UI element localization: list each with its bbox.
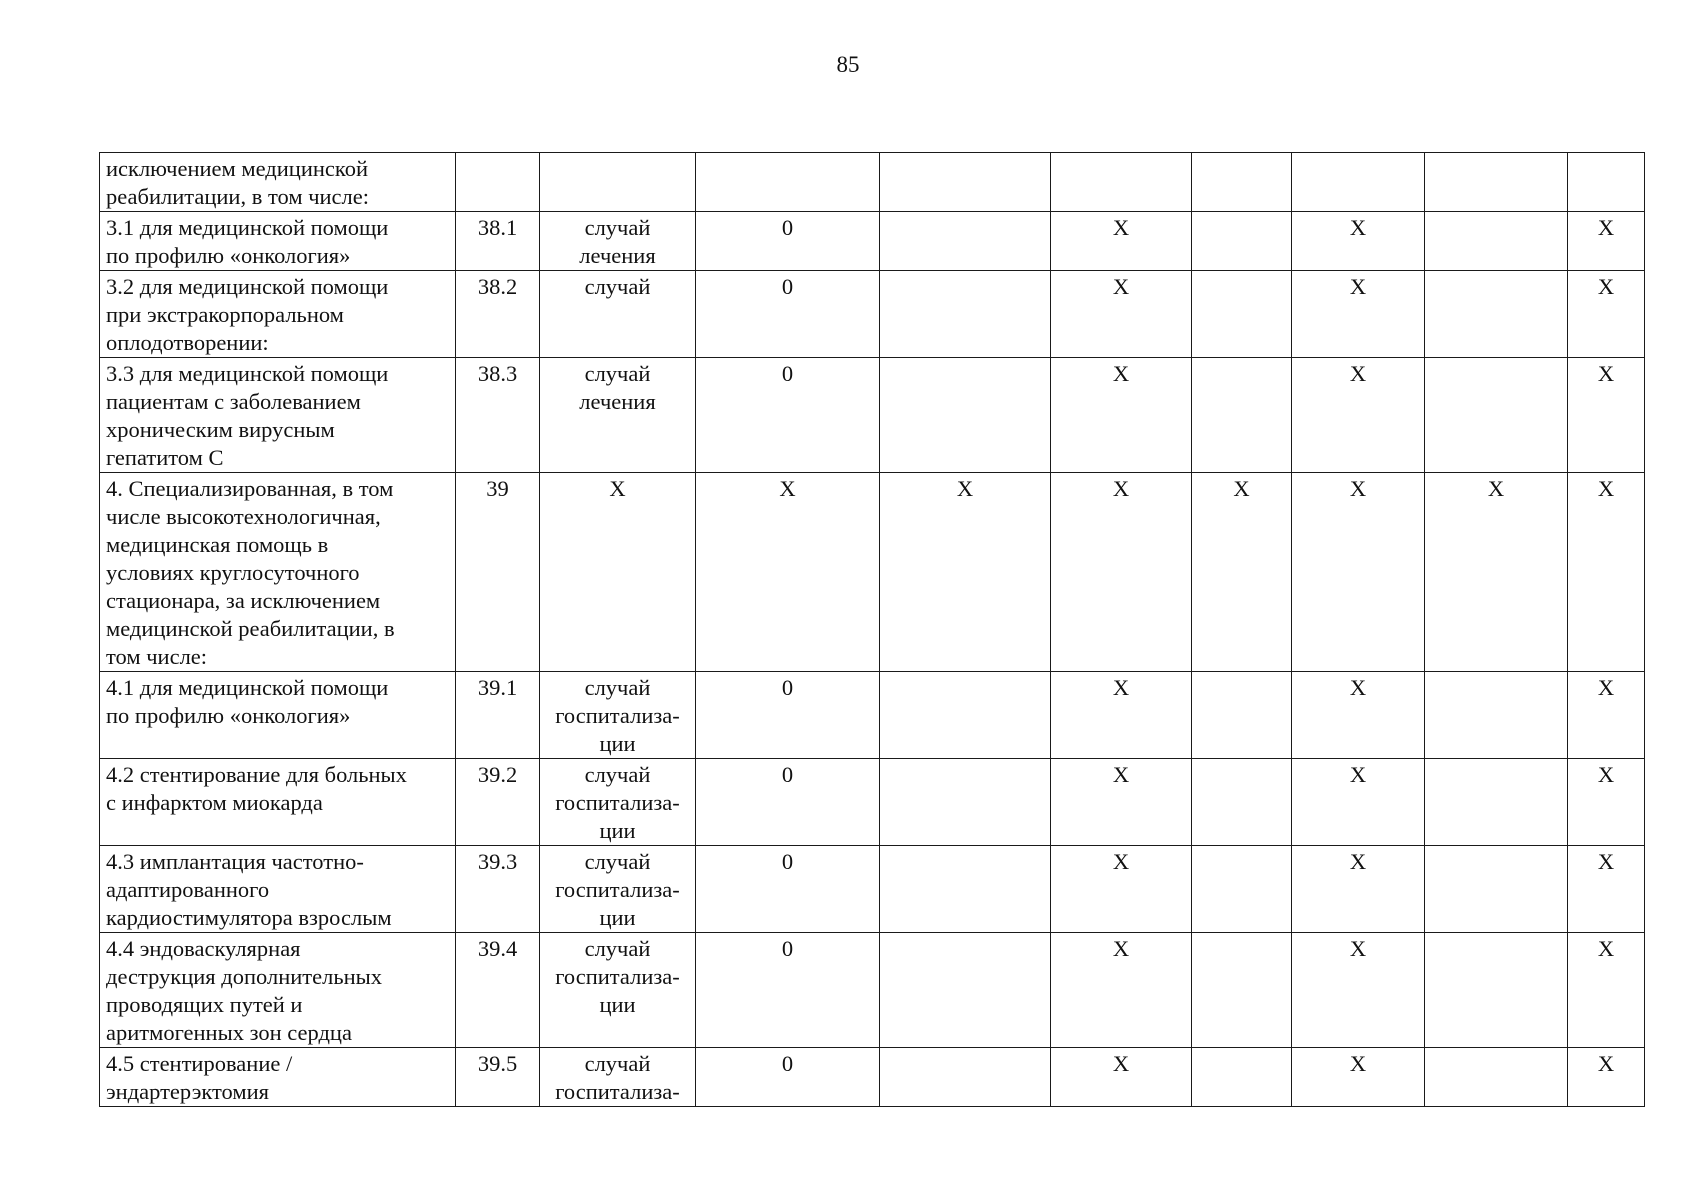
cell-text: X xyxy=(1112,361,1130,386)
value-cell-col5 xyxy=(880,759,1051,846)
cell-text: X xyxy=(1597,274,1615,299)
value-cell-col6 xyxy=(1051,1048,1192,1107)
row-code-cell xyxy=(456,759,540,846)
cell-text: 0 xyxy=(781,675,794,700)
cell-text: X xyxy=(609,476,626,501)
cell-text: X xyxy=(1112,1051,1130,1076)
row-unit-cell xyxy=(540,933,696,1048)
cell-text: X xyxy=(1597,936,1615,961)
cell-text: X xyxy=(1597,215,1615,240)
value-cell-col9 xyxy=(1425,153,1568,212)
value-cell-col6 xyxy=(1051,212,1192,271)
cell-text: X xyxy=(779,476,796,501)
value-cell-col8 xyxy=(1292,153,1425,212)
value-cell-col4 xyxy=(696,846,880,933)
row-code-cell xyxy=(456,473,540,672)
cell-text: X xyxy=(1112,476,1130,501)
value-cell-col10 xyxy=(1568,153,1645,212)
value-cell-col4 xyxy=(696,271,880,358)
value-cell-col4 xyxy=(696,212,880,271)
value-cell-col9 xyxy=(1425,1048,1568,1107)
cell-text: X xyxy=(1597,849,1615,874)
value-cell-col7 xyxy=(1192,759,1292,846)
cell-text: 0 xyxy=(781,215,794,240)
cell-text: случай xyxy=(584,274,651,299)
row-name-cell xyxy=(100,759,456,846)
row-code-cell xyxy=(456,271,540,358)
cell-text: X xyxy=(1349,476,1367,501)
value-cell-col7 xyxy=(1192,933,1292,1048)
cell-text: 38.1 xyxy=(477,215,518,240)
value-cell-col4 xyxy=(696,672,880,759)
cell-text: исключением медицинской реабилитации, в том числе: xyxy=(106,156,370,209)
value-cell-col7 xyxy=(1192,358,1292,473)
row-name-cell xyxy=(100,212,456,271)
value-cell-col5 xyxy=(880,672,1051,759)
cell-text: X xyxy=(1349,215,1367,240)
value-cell-col9 xyxy=(1425,473,1568,672)
page-number: 85 xyxy=(836,52,860,77)
value-cell-col5 xyxy=(880,846,1051,933)
row-name-cell xyxy=(100,1048,456,1107)
cell-text: 4. Специализированная, в том числе высокотехнологичная, медицинская помощь в условиях круглосуточного стационара, за исключением медицинской реабилитации, в том числе: xyxy=(106,476,395,669)
row-name-cell xyxy=(100,473,456,672)
value-cell-col9 xyxy=(1425,672,1568,759)
row-code-cell xyxy=(456,1048,540,1107)
value-cell-col8 xyxy=(1292,358,1425,473)
cell-text: случай госпитализа- ции xyxy=(555,762,680,843)
cell-text: 39.4 xyxy=(477,936,518,961)
row-unit-cell xyxy=(540,271,696,358)
table-body xyxy=(100,153,1645,1107)
cell-text: X xyxy=(1487,476,1505,501)
value-cell-col6 xyxy=(1051,672,1192,759)
cell-text: X xyxy=(1233,476,1250,501)
cell-text: случай госпитализа- ции xyxy=(555,675,680,756)
value-cell-col5 xyxy=(880,933,1051,1048)
cell-text: X xyxy=(1112,215,1130,240)
cell-text: случай госпитализа- xyxy=(555,1051,680,1104)
row-name-cell xyxy=(100,672,456,759)
cell-text: 38.3 xyxy=(477,361,518,386)
row-unit-cell xyxy=(540,672,696,759)
cell-text: 39.2 xyxy=(477,762,518,787)
cell-text: 0 xyxy=(781,936,794,961)
cell-text: 3.3 для медицинской помощи пациентам с заболеванием хроническим вирусным гепатитом С xyxy=(106,361,389,470)
row-name-cell xyxy=(100,271,456,358)
cell-text: 0 xyxy=(781,1051,794,1076)
table-row xyxy=(100,672,1645,759)
value-cell-col8 xyxy=(1292,1048,1425,1107)
cell-text: 39.3 xyxy=(477,849,518,874)
cell-text: 3.1 для медицинской помощи по профилю «онкология» xyxy=(106,215,389,268)
value-cell-col9 xyxy=(1425,212,1568,271)
value-cell-col10 xyxy=(1568,759,1645,846)
value-cell-col5 xyxy=(880,473,1051,672)
value-cell-col10 xyxy=(1568,212,1645,271)
cell-text: 4.2 стентирование для больных с инфарктом миокарда xyxy=(106,762,407,815)
cell-text: 39.1 xyxy=(477,675,518,700)
value-cell-col5 xyxy=(880,271,1051,358)
value-cell-col8 xyxy=(1292,846,1425,933)
cell-text: 4.1 для медицинской помощи по профилю «онкология» xyxy=(106,675,389,728)
value-cell-col7 xyxy=(1192,1048,1292,1107)
value-cell-col6 xyxy=(1051,846,1192,933)
value-cell-col4 xyxy=(696,153,880,212)
table-row xyxy=(100,473,1645,672)
value-cell-col8 xyxy=(1292,759,1425,846)
value-cell-col10 xyxy=(1568,672,1645,759)
cell-text: X xyxy=(1349,936,1367,961)
value-cell-col10 xyxy=(1568,1048,1645,1107)
data-table xyxy=(99,152,1645,1107)
value-cell-col9 xyxy=(1425,271,1568,358)
table-row xyxy=(100,933,1645,1048)
value-cell-col6 xyxy=(1051,358,1192,473)
cell-text: X xyxy=(1112,936,1130,961)
row-code-cell xyxy=(456,212,540,271)
cell-text: 0 xyxy=(781,849,794,874)
row-unit-cell xyxy=(540,153,696,212)
value-cell-col9 xyxy=(1425,358,1568,473)
table-row xyxy=(100,1048,1645,1107)
value-cell-col10 xyxy=(1568,271,1645,358)
cell-text: 3.2 для медицинской помощи при экстракорпоральном оплодотворении: xyxy=(106,274,389,355)
cell-text: случай госпитализа- ции xyxy=(555,849,680,930)
row-name-cell xyxy=(100,153,456,212)
cell-text: 39 xyxy=(486,476,509,501)
cell-text: X xyxy=(1112,762,1130,787)
value-cell-col5 xyxy=(880,1048,1051,1107)
cell-text: 0 xyxy=(781,762,794,787)
cell-text: случай лечения xyxy=(579,361,656,414)
row-unit-cell xyxy=(540,846,696,933)
cell-text: X xyxy=(1112,849,1130,874)
row-name-cell xyxy=(100,358,456,473)
cell-text: X xyxy=(1349,361,1367,386)
row-unit-cell xyxy=(540,212,696,271)
value-cell-col7 xyxy=(1192,672,1292,759)
value-cell-col7 xyxy=(1192,212,1292,271)
row-name-cell xyxy=(100,933,456,1048)
table-row xyxy=(100,212,1645,271)
value-cell-col10 xyxy=(1568,473,1645,672)
row-unit-cell xyxy=(540,358,696,473)
cell-text: 38.2 xyxy=(477,274,518,299)
value-cell-col6 xyxy=(1051,473,1192,672)
cell-text: X xyxy=(1112,274,1130,299)
value-cell-col4 xyxy=(696,933,880,1048)
row-unit-cell xyxy=(540,1048,696,1107)
row-unit-cell xyxy=(540,473,696,672)
cell-text: 4.4 эндоваскулярная деструкция дополнительных проводящих путей и аритмогенных зон сердца xyxy=(106,936,382,1045)
row-code-cell xyxy=(456,153,540,212)
cell-text: X xyxy=(1597,675,1615,700)
value-cell-col9 xyxy=(1425,846,1568,933)
value-cell-col7 xyxy=(1192,473,1292,672)
value-cell-col8 xyxy=(1292,672,1425,759)
value-cell-col10 xyxy=(1568,846,1645,933)
value-cell-col6 xyxy=(1051,933,1192,1048)
value-cell-col10 xyxy=(1568,933,1645,1048)
row-code-cell xyxy=(456,933,540,1048)
cell-text: X xyxy=(1112,675,1130,700)
table-row xyxy=(100,846,1645,933)
table-row xyxy=(100,271,1645,358)
cell-text: X xyxy=(1349,675,1367,700)
value-cell-col8 xyxy=(1292,933,1425,1048)
cell-text: X xyxy=(1349,762,1367,787)
value-cell-col8 xyxy=(1292,212,1425,271)
cell-text: X xyxy=(1597,361,1615,386)
row-code-cell xyxy=(456,672,540,759)
value-cell-col5 xyxy=(880,358,1051,473)
value-cell-col9 xyxy=(1425,759,1568,846)
table-row xyxy=(100,153,1645,212)
cell-text: X xyxy=(1349,1051,1367,1076)
cell-text: X xyxy=(956,476,974,501)
table-row xyxy=(100,358,1645,473)
cell-text: 39.5 xyxy=(477,1051,518,1076)
cell-text: X xyxy=(1597,762,1615,787)
table-row xyxy=(100,759,1645,846)
cell-text: 4.3 имплантация частотно- адаптированного кардиостимулятора взрослым xyxy=(106,849,392,930)
value-cell-col7 xyxy=(1192,271,1292,358)
cell-text: X xyxy=(1597,476,1615,501)
cell-text: X xyxy=(1349,274,1367,299)
value-cell-col5 xyxy=(880,153,1051,212)
value-cell-col8 xyxy=(1292,271,1425,358)
value-cell-col5 xyxy=(880,212,1051,271)
value-cell-col4 xyxy=(696,1048,880,1107)
row-unit-cell xyxy=(540,759,696,846)
value-cell-col6 xyxy=(1051,271,1192,358)
value-cell-col10 xyxy=(1568,358,1645,473)
cell-text: X xyxy=(1349,849,1367,874)
value-cell-col9 xyxy=(1425,933,1568,1048)
row-code-cell xyxy=(456,846,540,933)
cell-text: X xyxy=(1597,1051,1615,1076)
value-cell-col7 xyxy=(1192,846,1292,933)
value-cell-col4 xyxy=(696,759,880,846)
value-cell-col7 xyxy=(1192,153,1292,212)
value-cell-col4 xyxy=(696,473,880,672)
row-code-cell xyxy=(456,358,540,473)
row-name-cell xyxy=(100,846,456,933)
value-cell-col8 xyxy=(1292,473,1425,672)
cell-text: случай госпитализа- ции xyxy=(555,936,680,1017)
cell-text: случай лечения xyxy=(579,215,656,268)
cell-text: 4.5 стентирование / эндартерэктомия xyxy=(106,1051,293,1104)
cell-text: 0 xyxy=(781,274,794,299)
cell-text: 0 xyxy=(781,361,794,386)
value-cell-col6 xyxy=(1051,759,1192,846)
value-cell-col4 xyxy=(696,358,880,473)
value-cell-col6 xyxy=(1051,153,1192,212)
